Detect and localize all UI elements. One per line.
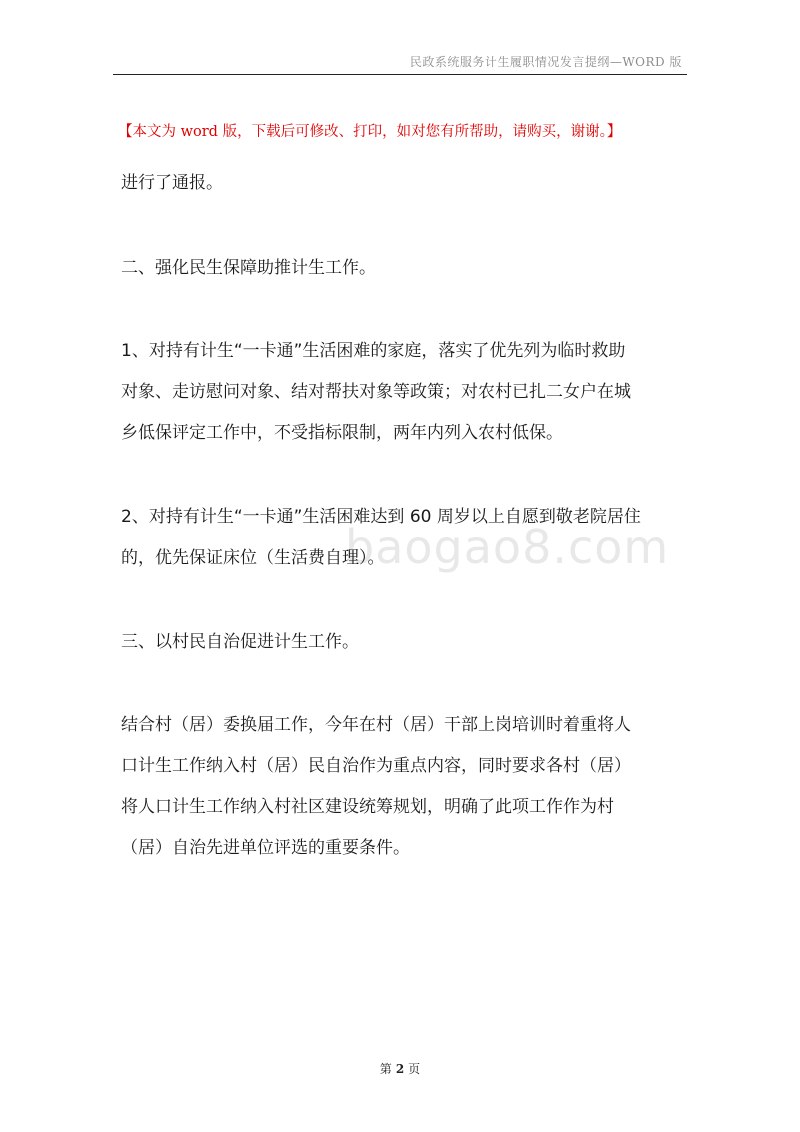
purchase-notice: 【本文为 word 版，下载后可修改、打印，如对您有所帮助，请购买，谢谢。】 [118, 124, 622, 140]
text-line: 对象、走访慰问对象、结对帮扶对象等政策；对农村已扎二女户在城 [121, 382, 631, 402]
header-divider [113, 74, 687, 75]
text-line: 将人口计生工作纳入村社区建设统筹规划，明确了此项工作作为村 [121, 797, 614, 817]
watermark: baogao8.com [345, 520, 670, 574]
paragraph-item-2 [121, 497, 681, 579]
text-line: 二、强化民生保障助推计生工作。 [121, 258, 376, 278]
text-line: 进行了通报。 [121, 173, 223, 193]
page-footer [0, 1060, 800, 1077]
text-line: 乡低保评定工作中，不受指标限制，两年内列入农村低保。 [121, 423, 563, 443]
text-line: 口计生工作纳入村（居）民自治作为重点内容，同时要求各村（居） [121, 756, 631, 776]
text-line: 的，优先保证床位（生活费自理）。 [121, 548, 385, 568]
paragraph-6 [121, 705, 681, 869]
paragraph-1 [121, 163, 681, 204]
footer-suffix: 页 [408, 1062, 421, 1076]
section-heading-3 [121, 622, 681, 663]
text-line: 1、对持有计生“一卡通”生活困难的家庭，落实了优先列为临时救助 [121, 341, 626, 361]
text-line: 2、对持有计生“一卡通”生活困难达到 60 周岁以上自愿到敬老院居住 [121, 507, 641, 527]
footer-prefix: 第 [379, 1062, 392, 1076]
section-heading-2 [121, 248, 681, 289]
text-line: （居）自治先进单位评选的重要条件。 [121, 838, 410, 858]
page-number: 2 [395, 1062, 405, 1076]
paragraph-item-1 [121, 331, 681, 454]
text-line: 三、以村民自治促进计生工作。 [121, 632, 359, 652]
text-line: 结合村（居）委换届工作，今年在村（居）干部上岗培训时着重将人 [121, 715, 631, 735]
page-header-title: 民政系统服务计生履职情况发言提纲—WORD 版 [409, 55, 682, 69]
